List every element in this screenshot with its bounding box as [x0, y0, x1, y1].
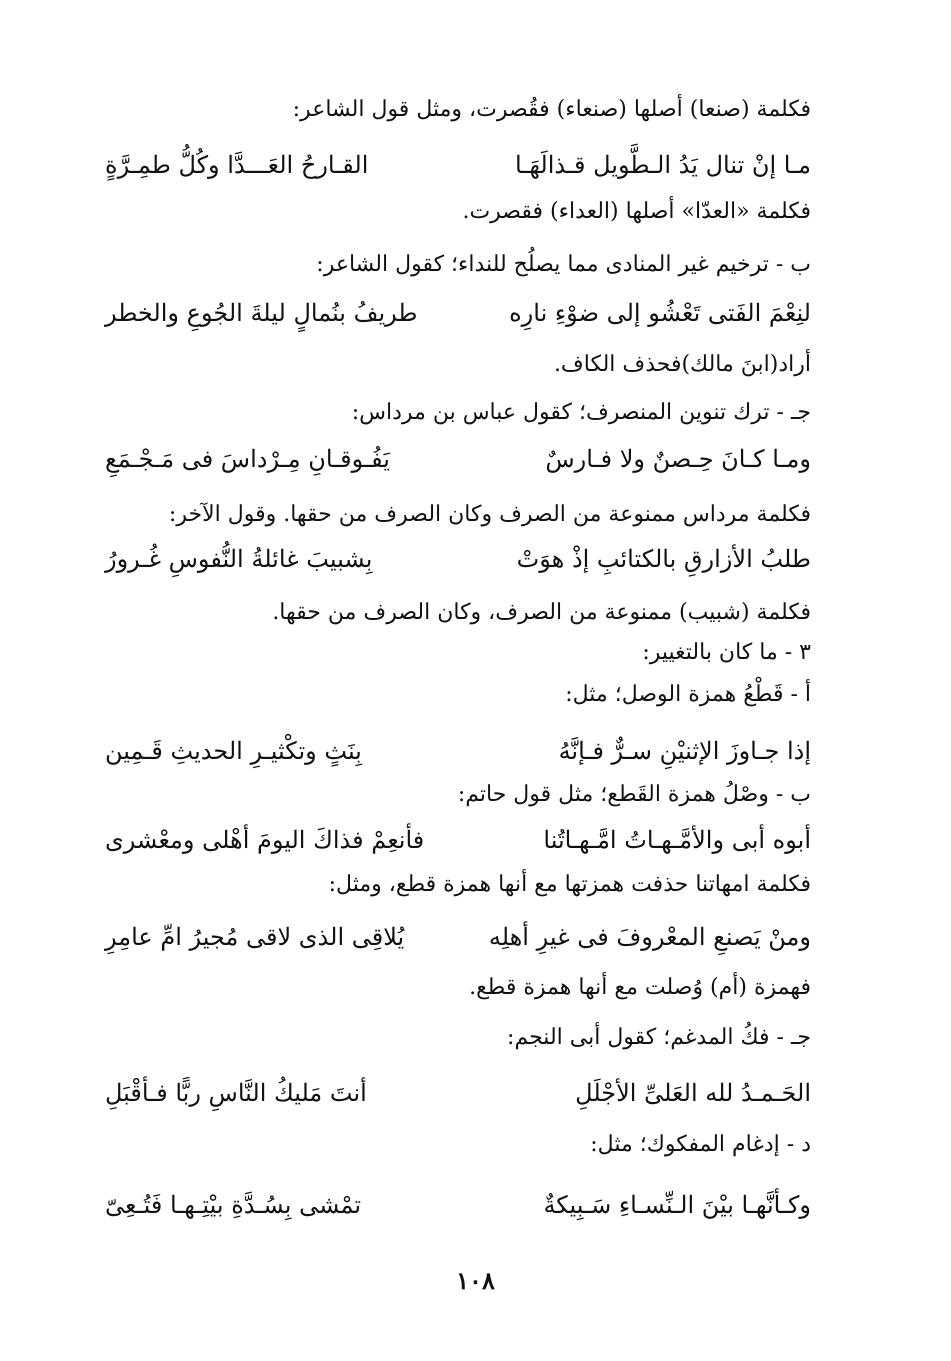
- verse-first-hemistich: ومـا كـانَ حِـصنٌ ولا فـارسٌ: [545, 445, 811, 473]
- prose-line: فكلمة (صنعا) أصلها (صنعاء) فقُصرت، ومثل قول الشاعر:: [292, 97, 811, 122]
- prose-line: أراد(ابنَ مالك)فحذف الكاف.: [553, 352, 811, 377]
- verse-line: [105, 544, 811, 574]
- verse-second-hemistich: يُلاقِى الذى لاقى مُجيرُ امِّ عامِرِ: [105, 923, 405, 951]
- verse-first-hemistich: وكـأنَّهـا بيْنَ الـنِّسـاءِ سَـبِيكةٌ: [543, 1191, 811, 1219]
- prose-line: جـ - فكُ المدغم؛ كقول أبى النجم:: [507, 1025, 811, 1050]
- verse-first-hemistich: طلبُ الأزارقِ بالكتائبِ إذْ هوَتْ: [516, 545, 811, 573]
- verse-second-hemistich: طريفُ بنُمالٍ ليلةَ الجُوعِ والخطر: [105, 299, 418, 327]
- verse-line: [105, 298, 811, 328]
- prose-line: ب - ترخيم غير المنادى مما يصلُح للنداء؛ كقول الشاعر:: [316, 252, 811, 277]
- page-number: ١٠٨: [456, 1266, 495, 1295]
- verse-line: [105, 922, 811, 952]
- verse-second-hemistich: أنتَ مَليكُ النَّاسِ ربًّا فـأقْبَلِ: [105, 1079, 367, 1107]
- verse-second-hemistich: بِنَثٍ وتكْثيـرِ الحديثِ قَـمِين: [105, 737, 362, 765]
- verse-line: [105, 150, 811, 180]
- prose-line: د - إدغام المفكوك؛ مثل:: [590, 1132, 811, 1157]
- prose-line: فهمزة (أم) وُصلت مع أنها همزة قطع.: [469, 975, 811, 1000]
- verse-second-hemistich: بِشبيبَ غائلةُ النُّفوسِ غُـرورُ: [105, 545, 373, 573]
- prose-line: ٣ - ما كان بالتغيير:: [642, 640, 811, 665]
- prose-line: فكلمة (شبيب) ممنوعة من الصرف، وكان الصرف من حقها.: [272, 600, 811, 625]
- verse-second-hemistich: تمْشى بِسُـدَّةِ بيْتِـهـا فَتُـعِىّ: [105, 1191, 362, 1219]
- verse-second-hemistich: القـارحُ العَـــدَّا وكُلُّ طمِـرَّةٍ: [105, 151, 369, 179]
- verse-first-hemistich: لنِعْمَ الفَتى تَعْشُو إلى ضوْءِ نارِه: [509, 299, 811, 327]
- prose-line: فكلمة مرداس ممنوعة من الصرف وكان الصرف من حقها. وقول الآخر:: [168, 502, 811, 527]
- verse-first-hemistich: ومنْ يَصنعِ المعْروفَ فى غيرِ أهلِه: [488, 923, 811, 951]
- verse-first-hemistich: إذا جـاوزَ الإثنيْنِ سـرٌّ فـإنَّهُ: [558, 737, 811, 765]
- verse-line: [105, 444, 811, 474]
- prose-line: فكلمة «العدّا» أصلها (العداء) فقصرت.: [462, 199, 811, 224]
- verse-second-hemistich: فأنعِمْ فذاكَ اليومَ أهْلى ومعْشرى: [105, 826, 425, 854]
- prose-line: ب - وصْلُ همزة القَطع؛ مثل قول حاتم:: [457, 782, 811, 807]
- verse-line: [105, 825, 811, 855]
- verse-line: [105, 1078, 811, 1108]
- prose-line: فكلمة امهاتنا حذفت همزتها مع أنها همزة قطع، ومثل:: [328, 872, 811, 897]
- verse-line: [105, 736, 811, 766]
- verse-first-hemistich: الحَـمـدُ لله العَلىِّ الأجْلَلِ: [575, 1079, 811, 1107]
- prose-line: أ - قَطْعُ همزة الوصل؛ مثل:: [565, 682, 811, 707]
- verse-second-hemistich: يَفُـوقـانِ مِـرْداسَ فى مَـجْـمَعِ: [105, 445, 390, 473]
- verse-line: [105, 1190, 811, 1220]
- verse-first-hemistich: أبوه أبى والأمَّـهـاتُ امَّـهـاتُنا: [543, 826, 811, 854]
- verse-first-hemistich: مـا إنْ تنال يَدُ الـطَّويل قـذالَهَـا: [514, 151, 811, 179]
- prose-line: جـ - ترك تنوين المنصرف؛ كقول عباس بن مرداس:: [351, 400, 811, 425]
